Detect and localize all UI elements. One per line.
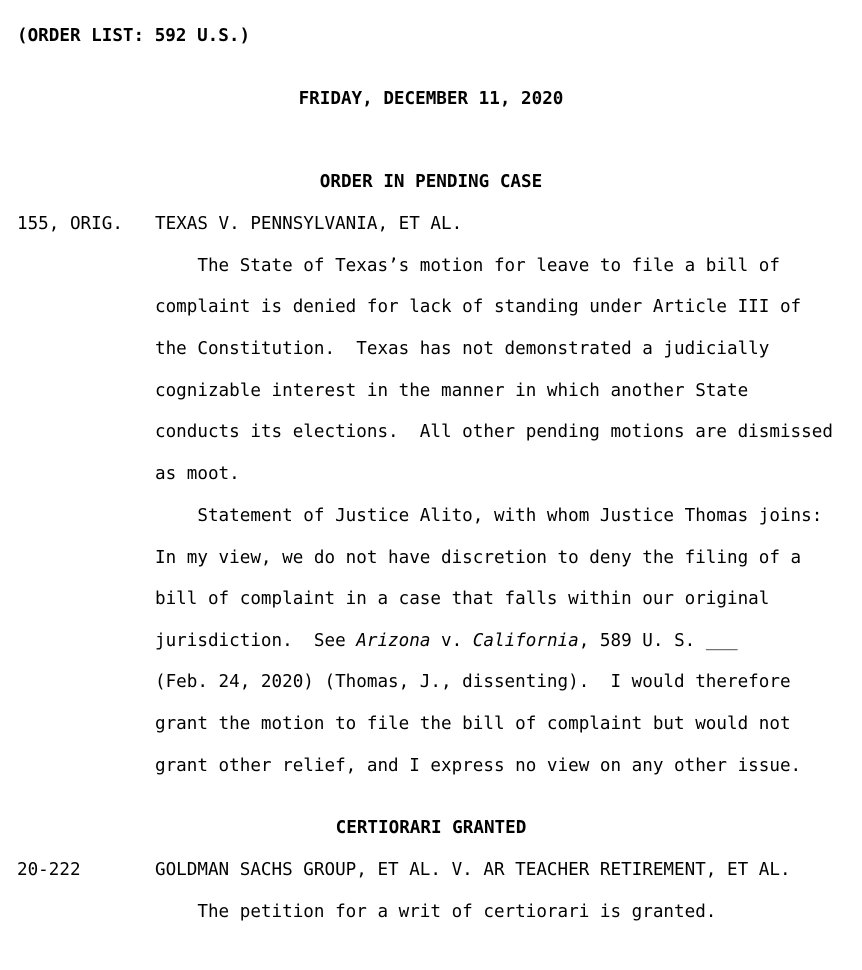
order-list-header: (ORDER LIST: 592 U.S.) <box>17 26 251 46</box>
citation-case-california: California <box>472 631 579 651</box>
statement-line: bill of complaint in a case that falls within our original <box>155 589 770 609</box>
order-date: FRIDAY, DECEMBER 11, 2020 <box>298 89 564 109</box>
citation-versus: v. <box>430 631 473 651</box>
citation-case-arizona: Arizona <box>356 631 431 651</box>
statement-line: (Feb. 24, 2020) (Thomas, J., dissenting). I would therefore <box>155 672 791 692</box>
section-heading-certiorari-granted: CERTIORARI GRANTED <box>335 818 527 838</box>
statement-line: grant the motion to file the bill of complaint but would not <box>155 714 791 734</box>
order-text-line: The State of Texas’s motion for leave to file a bill of <box>155 256 780 276</box>
case-title: GOLDMAN SACHS GROUP, ET AL. V. AR TEACHER RETIREMENT, ET AL. <box>155 860 791 880</box>
statement-line: In my view, we do not have discretion to deny the filing of a <box>155 548 802 568</box>
citation-prefix: jurisdiction. See <box>155 631 357 651</box>
order-text-line: cognizable interest in the manner in which another State <box>155 381 749 401</box>
order-text-line: the Constitution. Texas has not demonstrated a judicially <box>155 339 770 359</box>
order-text-line: as moot. <box>155 464 240 484</box>
order-text-line: complaint is denied for lack of standing under Article III of <box>155 297 802 317</box>
citation-suffix: , 589 U. S. ___ <box>578 631 738 651</box>
statement-line: Statement of Justice Alito, with whom Justice Thomas joins: <box>155 506 823 526</box>
section-heading-pending-case: ORDER IN PENDING CASE <box>319 172 543 192</box>
statement-line: grant other relief, and I express no view on any other issue. <box>155 756 802 776</box>
order-text-line: The petition for a writ of certiorari is granted. <box>155 902 717 922</box>
case-number: 155, ORIG. <box>17 214 123 234</box>
case-number: 20-222 <box>17 860 81 880</box>
order-text-line: conducts its elections. All other pending motions are dismissed <box>155 422 833 442</box>
citation-line <box>155 630 738 652</box>
case-title: TEXAS V. PENNSYLVANIA, ET AL. <box>155 214 463 234</box>
